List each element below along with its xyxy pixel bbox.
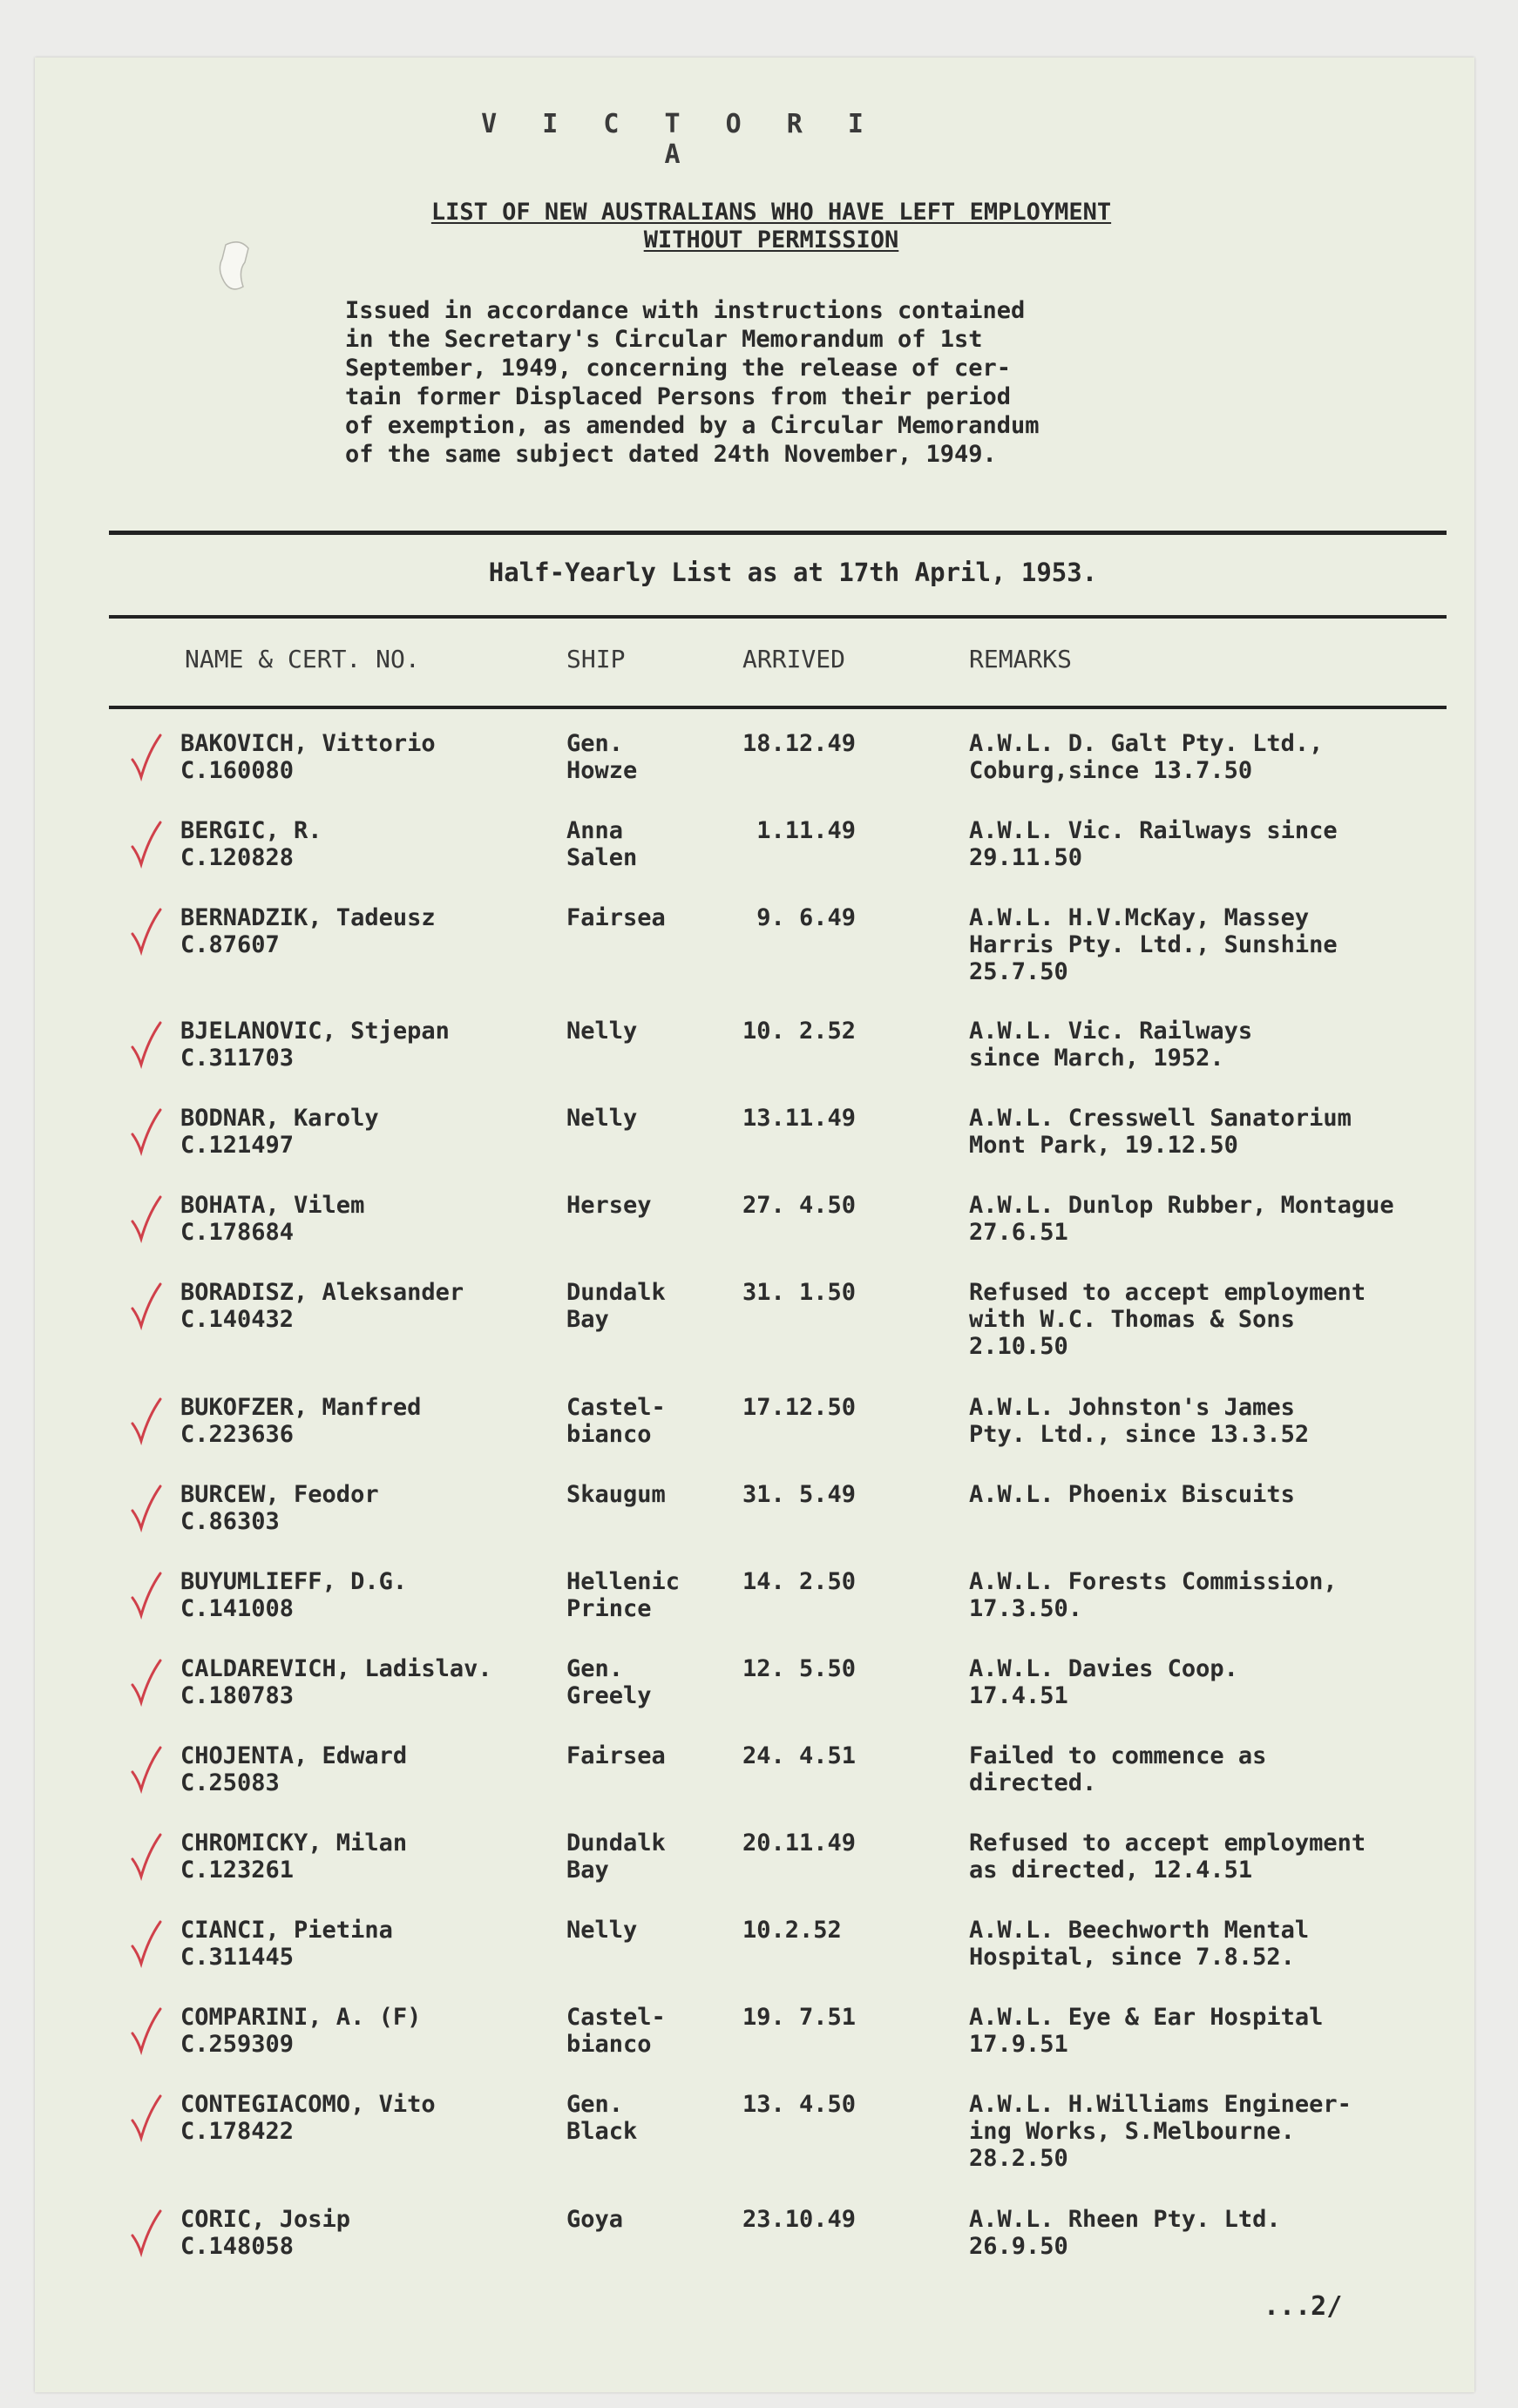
name-cell-line: C.120828 (180, 844, 295, 871)
remarks-cell (969, 2004, 1474, 2058)
table-row (0, 1830, 1518, 1913)
ship-cell-line: Goya (566, 2206, 624, 2233)
remarks-cell-line: 25.7.50 (969, 958, 1068, 985)
check-mark-icon (129, 1744, 164, 1796)
ship-cell-line: Castel- (566, 2004, 666, 2031)
name-cell-line: C.86303 (180, 1508, 280, 1535)
divider-rule (109, 531, 1447, 535)
remarks-cell-line: Coburg,since 13.7.50 (969, 757, 1253, 784)
name-cell-line: CHROMICKY, Milan (180, 1830, 408, 1857)
table-row (0, 1655, 1518, 1739)
check-mark-icon (129, 819, 164, 871)
column-header-arrived: ARRIVED (742, 645, 846, 673)
remarks-cell-line: 2.10.50 (969, 1333, 1068, 1360)
remarks-cell-line: Refused to accept employment (969, 1279, 1366, 1306)
name-cell (180, 2091, 573, 2145)
remarks-cell-line: A.W.L. H.V.McKay, Massey (969, 904, 1310, 931)
name-cell-line: C.87607 (180, 931, 280, 958)
page-continuation: ...2/ (1264, 2291, 1343, 2322)
name-cell-line: CIANCI, Pietina (180, 1917, 393, 1944)
arrived-cell (742, 1018, 882, 1045)
name-cell (180, 730, 573, 784)
ship-cell (566, 904, 741, 931)
divider-rule (109, 615, 1447, 619)
check-mark-icon (129, 2093, 164, 2145)
remarks-cell-line: 27.6.51 (969, 1219, 1068, 1246)
ship-cell (566, 1394, 741, 1448)
arrived-cell-line: 14. 2.50 (742, 1568, 857, 1595)
divider-rule (109, 706, 1447, 709)
arrived-cell (742, 817, 882, 844)
arrived-cell-line: 13.11.49 (742, 1105, 857, 1132)
ship-cell (566, 1105, 741, 1132)
name-cell-line: BUYUMLIEFF, D.G. (180, 1568, 408, 1595)
table-row (0, 1192, 1518, 1275)
ship-cell-line: Gen. (566, 2091, 624, 2118)
name-cell-line: C.180783 (180, 1682, 295, 1709)
table-row (0, 2091, 1518, 2175)
name-cell-line: C.140432 (180, 1306, 295, 1333)
arrived-cell (742, 1105, 882, 1132)
arrived-cell (742, 1655, 882, 1682)
remarks-cell-line: 17.3.50. (969, 1595, 1083, 1622)
name-cell (180, 817, 573, 871)
ship-cell-line: Fairsea (566, 904, 666, 931)
ship-cell-line: Bay (566, 1857, 609, 1884)
ship-cell (566, 1917, 741, 1944)
remarks-cell-line: A.W.L. Vic. Railways (969, 1018, 1253, 1045)
table-row (0, 1394, 1518, 1478)
arrived-cell (742, 1742, 882, 1769)
name-cell (180, 1394, 573, 1448)
check-mark-icon (129, 2208, 164, 2260)
remarks-cell (969, 2206, 1474, 2260)
name-cell-line: BOHATA, Vilem (180, 1192, 365, 1219)
name-cell (180, 1917, 573, 1971)
ship-cell (566, 2004, 741, 2058)
ship-cell-line: Prince (566, 1595, 652, 1622)
remarks-cell-line: A.W.L. Rheen Pty. Ltd. (969, 2206, 1281, 2233)
arrived-cell (742, 2004, 882, 2031)
arrived-cell-line: 1.11.49 (742, 817, 857, 844)
name-cell-line: BJELANOVIC, Stjepan (180, 1018, 450, 1045)
name-cell-line: CHOJENTA, Edward (180, 1742, 408, 1769)
ship-cell-line: Castel- (566, 1394, 666, 1421)
remarks-cell-line: A.W.L. Dunlop Rubber, Montague (969, 1192, 1394, 1219)
check-mark-icon (129, 906, 164, 958)
remarks-cell-line: ing Works, S.Melbourne. (969, 2118, 1295, 2145)
name-cell-line: BURCEW, Feodor (180, 1481, 379, 1508)
remarks-cell (969, 1830, 1474, 1884)
name-cell (180, 1655, 573, 1709)
ship-cell-line: Nelly (566, 1105, 638, 1132)
ship-cell-line: Dundalk (566, 1830, 666, 1857)
check-mark-icon (129, 1281, 164, 1333)
check-mark-icon (129, 1396, 164, 1448)
name-cell-line: CONTEGIACOMO, Vito (180, 2091, 436, 2118)
remarks-cell (969, 1481, 1474, 1508)
check-mark-icon (129, 1570, 164, 1622)
ship-cell (566, 1481, 741, 1508)
intro-line: September, 1949, concerning the release of cer- (345, 355, 1012, 382)
name-cell-line: C.160080 (180, 757, 295, 784)
arrived-cell-line: 31. 1.50 (742, 1279, 857, 1306)
arrived-cell-line: 10. 2.52 (742, 1018, 857, 1045)
table-row (0, 2004, 1518, 2087)
check-mark-icon (129, 1657, 164, 1709)
ship-cell-line: bianco (566, 1421, 652, 1448)
remarks-cell-line: with W.C. Thomas & Sons (969, 1306, 1295, 1333)
check-mark-icon (129, 2006, 164, 2058)
intro-paragraph (345, 296, 1216, 469)
ship-cell-line: Fairsea (566, 1742, 666, 1769)
remarks-cell-line: since March, 1952. (969, 1045, 1224, 1072)
ship-cell (566, 1279, 741, 1333)
ship-cell (566, 817, 741, 871)
remarks-cell-line: A.W.L. H.Williams Engineer- (969, 2091, 1352, 2118)
table-row (0, 1742, 1518, 1826)
title-line: WITHOUT PERMISSION (643, 227, 899, 254)
remarks-cell-line: Failed to commence as (969, 1742, 1267, 1769)
ship-cell-line: Nelly (566, 1018, 638, 1045)
arrived-cell-line: 23.10.49 (742, 2206, 857, 2233)
remarks-cell-line: 29.11.50 (969, 844, 1083, 871)
ship-cell (566, 730, 741, 784)
remarks-cell (969, 1394, 1474, 1448)
name-cell-line: C.123261 (180, 1857, 295, 1884)
name-cell-line: BUKOFZER, Manfred (180, 1394, 422, 1421)
ship-cell-line: Anna (566, 817, 624, 844)
table-row (0, 1105, 1518, 1188)
ship-cell-line: Salen (566, 844, 638, 871)
ship-cell-line: Hellenic (566, 1568, 681, 1595)
ship-cell (566, 1655, 741, 1709)
ship-cell (566, 1568, 741, 1622)
name-cell (180, 1192, 573, 1246)
name-cell-line: BODNAR, Karoly (180, 1105, 379, 1132)
column-header-ship: SHIP (566, 645, 626, 673)
ship-cell-line: Black (566, 2118, 638, 2145)
ship-cell (566, 2206, 741, 2233)
remarks-cell (969, 1742, 1474, 1796)
remarks-cell-line: A.W.L. Cresswell Sanatorium (969, 1105, 1352, 1132)
check-mark-icon (129, 1194, 164, 1246)
remarks-cell (969, 1105, 1474, 1159)
arrived-cell-line: 19. 7.51 (742, 2004, 857, 2031)
remarks-cell-line: A.W.L. Davies Coop. (969, 1655, 1238, 1682)
ship-cell-line: Howze (566, 757, 638, 784)
remarks-cell (969, 817, 1474, 871)
check-mark-icon (129, 1106, 164, 1159)
name-cell (180, 1279, 573, 1333)
remarks-cell (969, 730, 1474, 784)
check-mark-icon (129, 732, 164, 784)
column-header-name: NAME & CERT. NO. (185, 645, 420, 673)
arrived-cell-line: 9. 6.49 (742, 904, 857, 931)
arrived-cell-line: 17.12.50 (742, 1394, 857, 1421)
name-cell-line: C.259309 (180, 2031, 295, 2058)
arrived-cell (742, 1279, 882, 1306)
intro-line: tain former Displaced Persons from their period (345, 383, 1012, 410)
check-mark-icon (129, 1019, 164, 1072)
name-cell-line: C.141008 (180, 1595, 295, 1622)
intro-line: of the same subject dated 24th November, 1949. (345, 441, 997, 468)
remarks-cell (969, 904, 1474, 985)
ship-cell-line: Nelly (566, 1917, 638, 1944)
document-heading: V I C T O R I A (481, 109, 878, 170)
remarks-cell-line: Hospital, since 7.8.52. (969, 1944, 1295, 1971)
remarks-cell (969, 1192, 1474, 1246)
arrived-cell (742, 1192, 882, 1219)
arrived-cell-line: 24. 4.51 (742, 1742, 857, 1769)
remarks-cell-line: Pty. Ltd., since 13.3.52 (969, 1421, 1310, 1448)
name-cell-line: C.223636 (180, 1421, 295, 1448)
intro-line: Issued in accordance with instructions contained (345, 297, 1026, 324)
table-row (0, 730, 1518, 814)
name-cell (180, 1018, 573, 1072)
name-cell (180, 1105, 573, 1159)
document-title (335, 199, 1207, 254)
name-cell-line: C.178422 (180, 2118, 295, 2145)
arrived-cell-line: 13. 4.50 (742, 2091, 857, 2118)
arrived-cell-line: 18.12.49 (742, 730, 857, 757)
name-cell-line: BERGIC, R. (180, 817, 322, 844)
name-cell-line: BORADISZ, Aleksander (180, 1279, 464, 1306)
ship-cell-line: Bay (566, 1306, 609, 1333)
table-row (0, 2206, 1518, 2290)
remarks-cell-line: A.W.L. Phoenix Biscuits (969, 1481, 1295, 1508)
name-cell-line: CALDAREVICH, Ladislav. (180, 1655, 492, 1682)
name-cell-line: C.178684 (180, 1219, 295, 1246)
table-row (0, 904, 1518, 988)
arrived-cell (742, 1394, 882, 1421)
arrived-cell (742, 1568, 882, 1595)
check-mark-icon (129, 1918, 164, 1971)
name-cell-line: C.148058 (180, 2233, 295, 2260)
table-row (0, 817, 1518, 901)
name-cell (180, 1481, 573, 1535)
check-mark-icon (129, 1483, 164, 1535)
name-cell-line: C.311445 (180, 1944, 295, 1971)
remarks-cell-line: A.W.L. Beechworth Mental (969, 1917, 1310, 1944)
remarks-cell-line: 17.9.51 (969, 2031, 1068, 2058)
arrived-cell-line: 27. 4.50 (742, 1192, 857, 1219)
remarks-cell-line: A.W.L. D. Galt Pty. Ltd., (969, 730, 1324, 757)
name-cell (180, 1568, 573, 1622)
remarks-cell-line: directed. (969, 1769, 1097, 1796)
ship-cell-line: Gen. (566, 1655, 624, 1682)
name-cell-line: CORIC, Josip (180, 2206, 351, 2233)
name-cell (180, 1742, 573, 1796)
remarks-cell (969, 1568, 1474, 1622)
remarks-cell-line: Refused to accept employment (969, 1830, 1366, 1857)
name-cell-line: C.311703 (180, 1045, 295, 1072)
ship-cell-line: Greely (566, 1682, 652, 1709)
table-row (0, 1917, 1518, 2000)
ship-cell (566, 1192, 741, 1219)
remarks-cell-line: Mont Park, 19.12.50 (969, 1132, 1238, 1159)
remarks-cell-line: 26.9.50 (969, 2233, 1068, 2260)
ship-cell-line: Hersey (566, 1192, 652, 1219)
intro-line: in the Secretary's Circular Memorandum of 1st (345, 326, 983, 353)
table-row (0, 1018, 1518, 1101)
name-cell-line: BAKOVICH, Vittorio (180, 730, 436, 757)
ship-cell-line: bianco (566, 2031, 652, 2058)
remarks-cell (969, 1279, 1474, 1360)
arrived-cell (742, 904, 882, 931)
name-cell (180, 1830, 573, 1884)
remarks-cell-line: A.W.L. Johnston's James (969, 1394, 1295, 1421)
name-cell-line: C.25083 (180, 1769, 280, 1796)
ship-cell (566, 2091, 741, 2145)
name-cell (180, 2206, 573, 2260)
ship-cell (566, 1018, 741, 1045)
arrived-cell (742, 1917, 882, 1944)
name-cell-line: C.121497 (180, 1132, 295, 1159)
ship-cell (566, 1830, 741, 1884)
remarks-cell-line: 28.2.50 (969, 2145, 1068, 2172)
ship-cell-line: Dundalk (566, 1279, 666, 1306)
remarks-cell (969, 1917, 1474, 1971)
title-line: LIST OF NEW AUSTRALIANS WHO HAVE LEFT EMPLOYMENT (430, 199, 1112, 226)
ship-cell (566, 1742, 741, 1769)
check-mark-icon (129, 1831, 164, 1884)
arrived-cell-line: 31. 5.49 (742, 1481, 857, 1508)
ship-cell-line: Gen. (566, 730, 624, 757)
name-cell-line: BERNADZIK, Tadeusz (180, 904, 436, 931)
remarks-cell (969, 2091, 1474, 2172)
list-subtitle: Half-Yearly List as at 17th April, 1953. (488, 558, 1098, 587)
punch-hole-mark (213, 236, 254, 299)
name-cell-line: COMPARINI, A. (F) (180, 2004, 422, 2031)
remarks-cell (969, 1655, 1474, 1709)
arrived-cell (742, 2091, 882, 2118)
table-row (0, 1568, 1518, 1652)
name-cell (180, 2004, 573, 2058)
table-row (0, 1279, 1518, 1363)
table-row (0, 1481, 1518, 1565)
arrived-cell-line: 12. 5.50 (742, 1655, 857, 1682)
arrived-cell-line: 10.2.52 (742, 1917, 842, 1944)
column-header-remarks: REMARKS (969, 645, 1073, 673)
remarks-cell-line: as directed, 12.4.51 (969, 1857, 1253, 1884)
name-cell (180, 904, 573, 958)
arrived-cell (742, 1481, 882, 1508)
remarks-cell-line: Harris Pty. Ltd., Sunshine (969, 931, 1338, 958)
remarks-cell-line: A.W.L. Eye & Ear Hospital (969, 2004, 1324, 2031)
remarks-cell-line: A.W.L. Vic. Railways since (969, 817, 1338, 844)
remarks-cell-line: 17.4.51 (969, 1682, 1068, 1709)
arrived-cell (742, 1830, 882, 1857)
intro-line: of exemption, as amended by a Circular Memorandum (345, 412, 1040, 439)
arrived-cell-line: 20.11.49 (742, 1830, 857, 1857)
ship-cell-line: Skaugum (566, 1481, 666, 1508)
remarks-cell-line: A.W.L. Forests Commission, (969, 1568, 1338, 1595)
arrived-cell (742, 2206, 882, 2233)
arrived-cell (742, 730, 882, 757)
remarks-cell (969, 1018, 1474, 1072)
